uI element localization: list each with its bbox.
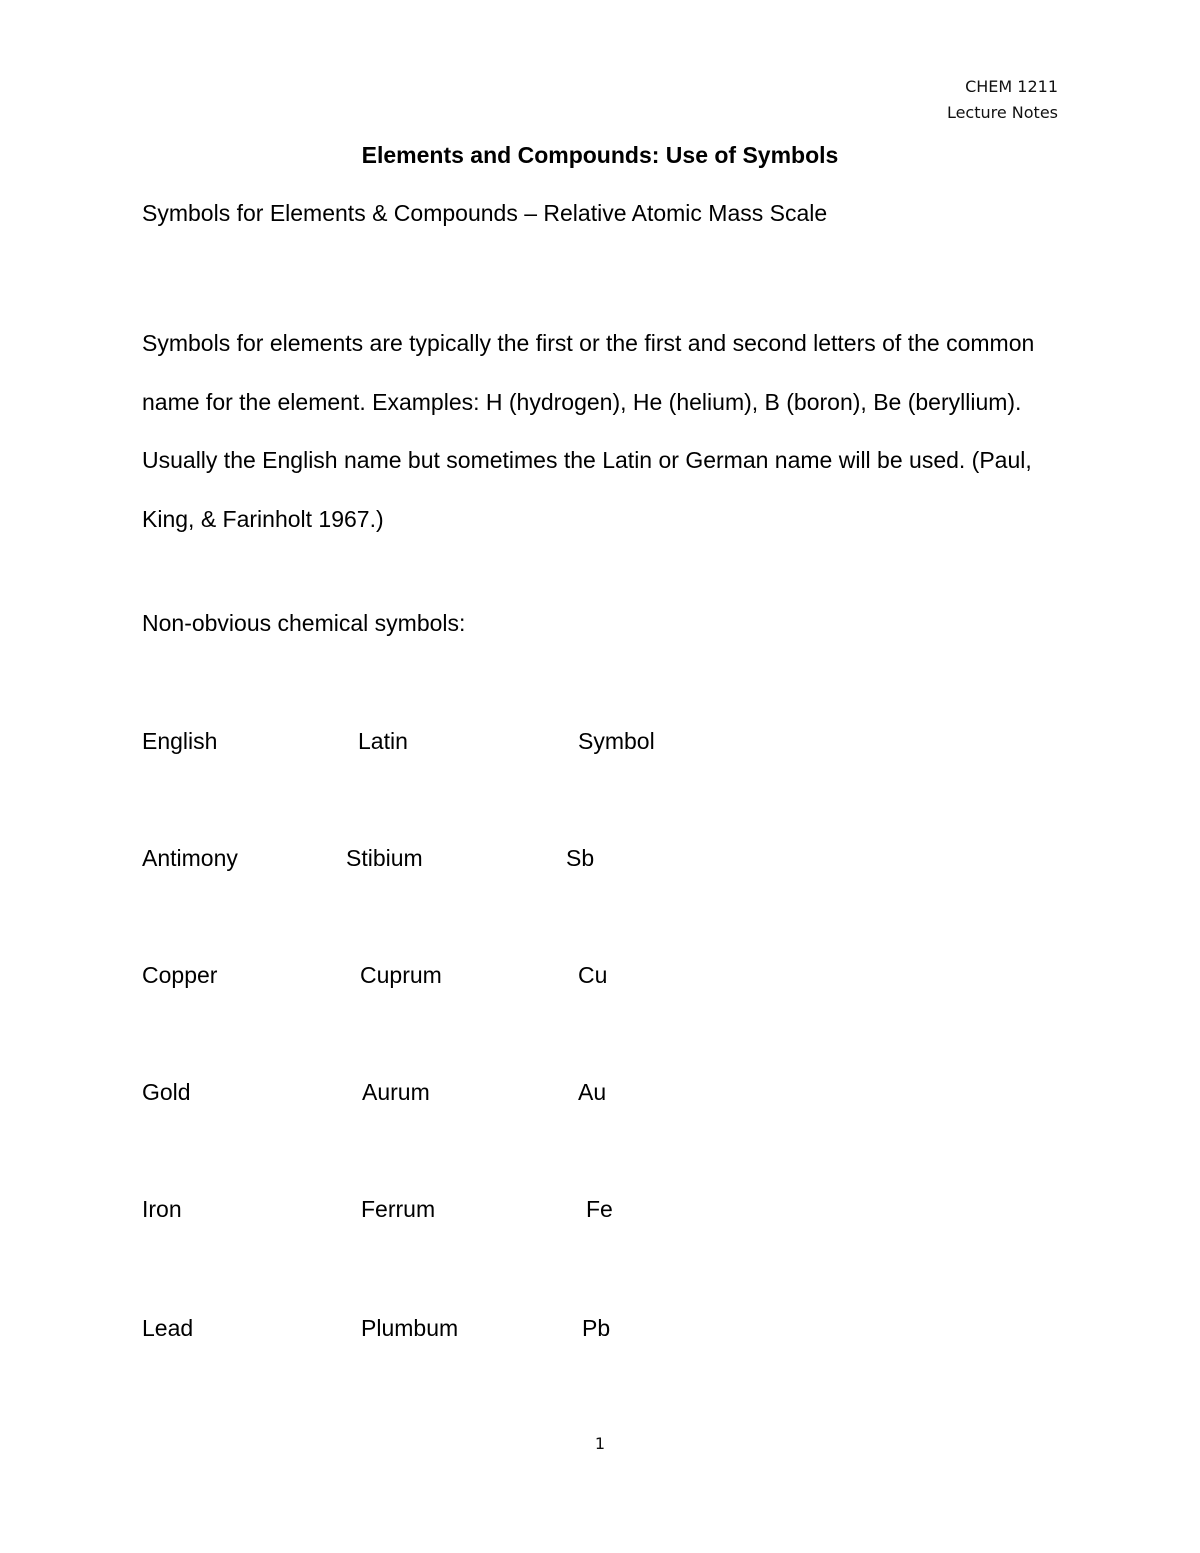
cell-english: Lead bbox=[142, 1315, 194, 1341]
cell-symbol: Au bbox=[578, 1079, 607, 1105]
header-symbol: Symbol bbox=[578, 728, 655, 754]
cell-english: Antimony bbox=[142, 845, 238, 871]
cell-latin: Cuprum bbox=[360, 962, 442, 988]
cell-latin: Ferrum bbox=[361, 1196, 436, 1222]
document-type: Lecture Notes bbox=[946, 103, 1058, 122]
course-code: CHEM 1211 bbox=[965, 77, 1058, 96]
page-number: 1 bbox=[594, 1434, 606, 1453]
header-latin: Latin bbox=[358, 728, 408, 754]
intro-paragraph: Symbols for elements are typically the first or the first and second letters of the common name for the element. Examples: H (hydrogen), He (helium), B (boron), Be (beryllium). Usually the English name but sometimes the Latin or German name will be used. (Paul, King, & Farinholt 1967.) bbox=[142, 330, 1035, 532]
cell-symbol: Cu bbox=[578, 962, 608, 988]
cell-latin: Aurum bbox=[362, 1079, 430, 1105]
cell-english: Copper bbox=[142, 962, 218, 988]
cell-symbol: Sb bbox=[566, 845, 595, 871]
cell-english: Gold bbox=[142, 1079, 191, 1105]
header-english: English bbox=[142, 728, 218, 754]
cell-latin: Stibium bbox=[346, 845, 423, 871]
cell-symbol: Fe bbox=[586, 1196, 613, 1222]
section-subtitle: Symbols for Elements & Compounds – Relative Atomic Mass Scale bbox=[142, 200, 828, 226]
table-intro-label: Non-obvious chemical symbols: bbox=[142, 610, 466, 636]
cell-english: Iron bbox=[142, 1196, 182, 1222]
cell-latin: Plumbum bbox=[361, 1315, 459, 1341]
page-header bbox=[947, 74, 1058, 126]
cell-symbol: Pb bbox=[582, 1315, 611, 1341]
document-title: Elements and Compounds: Use of Symbols bbox=[361, 142, 839, 168]
